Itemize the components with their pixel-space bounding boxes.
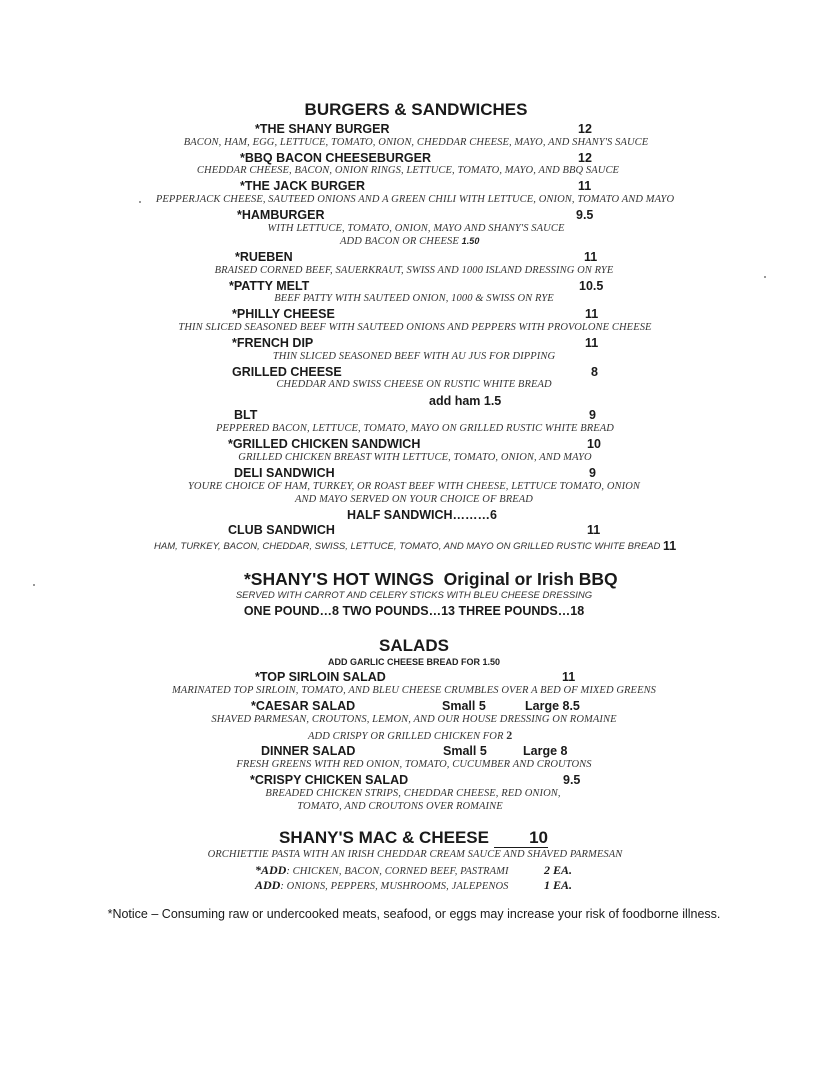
item-description: YOURE CHOICE OF HAM, TURKEY, OR ROAST BEEF WITH CHEESE, LETTUCE TOMATO, ONION [187,481,641,492]
item-price: 8 [591,365,598,379]
section-title-wings: *SHANY'S HOT WINGS Original or Irish BBQ [244,569,618,589]
item-description: BEEF PATTY WITH SAUTEED ONION, 1000 & SWISS ON RYE [274,293,554,304]
item-name: *PHILLY CHEESE [232,307,335,321]
item-description: THIN SLICED SEASONED BEEF WITH AU JUS FOR DIPPING [272,351,556,362]
item-description: MARINATED TOP SIRLOIN, TOMATO, AND BLEU CHEESE CRUMBLES OVER A BED OF MIXED GREENS [171,685,657,696]
item-name: DINNER SALAD [261,744,356,758]
item-name: *TOP SIRLOIN SALAD [255,670,386,684]
item-name: *CRISPY CHICKEN SALAD [250,773,409,787]
item-description: BRAISED CORNED BEEF, SAUERKRAUT, SWISS AND 1000 ISLAND DRESSING ON RYE [214,265,614,276]
item-price-large: Large 8 [523,744,568,758]
mac-add-proteins: *ADD: CHICKEN, BACON, CORNED BEEF, PASTRAMI [255,863,509,877]
section-title-mac: SHANY'S MAC & CHEESE [279,828,489,847]
item-price-small: Small 5 [442,699,486,713]
item-name: GRILLED CHEESE [232,365,342,379]
salads-note: ADD GARLIC CHEESE BREAD FOR 1.50 [327,657,501,667]
item-extra: ADD CRISPY OR GRILLED CHICKEN FOR 2 [308,728,513,742]
item-description: CHEDDAR CHEESE, BACON, ONION RINGS, LETTUCE, TOMATO, MAYO, AND BBQ SAUCE [196,165,620,176]
item-name: *HAMBURGER [237,208,325,222]
item-price: 12 [578,122,592,136]
item-price-large: Large 8.5 [525,699,580,713]
item-extra: HALF SANDWICH………6 [347,508,497,522]
mac-description: ORCHIETTIE PASTA WITH AN IRISH CHEDDAR CREAM SAUCE AND SHAVED PARMESAN [207,849,623,860]
item-description: GRILLED CHICKEN BREAST WITH LETTUCE, TOMATO, ONION, AND MAYO [238,452,592,463]
item-description: CHEDDAR AND SWISS CHEESE ON RUSTIC WHITE BREAD [276,379,552,390]
item-name: *THE JACK BURGER [240,179,366,193]
item-price: 11 [587,523,601,537]
item-description: BACON, HAM, EGG, LETTUCE, TOMATO, ONION, CHEDDAR CHEESE, MAYO, AND SHANY'S SAUCE [183,137,649,148]
mac-add-veggies-price: 1 EA. [544,878,573,892]
item-extra: ADD BACON OR CHEESE 1.50 [340,236,480,247]
item-price: 11 [585,336,599,350]
item-price: 11 [585,307,599,321]
item-price: 12 [578,151,592,165]
item-name: *RUEBEN [235,250,293,264]
item-description: HAM, TURKEY, BACON, CHEDDAR, SWISS, LETTUCE, TOMATO, AND MAYO ON GRILLED RUSTIC WHITE BREAD [154,541,661,552]
item-description: SHAVED PARMESAN, CROUTONS, LEMON, AND OUR HOUSE DRESSING ON ROMAINE [211,714,617,725]
item-name: BLT [234,408,258,422]
item-extra: add ham 1.5 [429,394,502,408]
item-name: *BBQ BACON CHEESEBURGER [240,151,431,165]
item-description: THIN SLICED SEASONED BEEF WITH SAUTEED ONIONS AND PEPPERS WITH PROVOLONE CHEESE [178,322,652,333]
item-price: 10.5 [579,279,604,293]
item-name: *FRENCH DIP [232,336,314,350]
item-description-price: 11 [663,539,677,553]
item-price: 9.5 [576,208,594,222]
scan-speck [139,201,141,203]
item-price-small: Small 5 [443,744,487,758]
item-name: DELI SANDWICH [234,466,335,480]
scan-speck [33,584,35,586]
item-price: 9 [589,408,596,422]
scan-speck [764,276,766,278]
mac-price: 10 [494,829,548,848]
item-price: 10 [587,437,601,451]
item-description: PEPPERED BACON, LETTUCE, TOMATO, MAYO ON GRILLED RUSTIC WHITE BREAD [216,423,614,434]
item-price: 9.5 [563,773,581,787]
section-title-salads: SALADS [379,636,449,655]
item-price: 11 [562,670,576,684]
item-price: 11 [584,250,598,264]
item-description: FRESH GREENS WITH RED ONION, TOMATO, CUCUMBER AND CROUTONS [236,759,592,770]
item-description: PEPPERJACK CHEESE, SAUTEED ONIONS AND A GREEN CHILI WITH LETTUCE, ONION, TOMATO AND MAYO [155,194,675,205]
item-description-line2: AND MAYO SERVED ON YOUR CHOICE OF BREAD [295,494,533,505]
mac-add-proteins-price: 2 EA. [544,863,573,877]
wings-description: SERVED WITH CARROT AND CELERY STICKS WITH BLEU CHEESE DRESSING [235,590,593,601]
item-description: WITH LETTUCE, TOMATO, ONION, MAYO AND SHANY'S SAUCE [267,223,565,234]
item-name: *PATTY MELT [229,279,310,293]
item-description-line2: TOMATO, AND CROUTONS OVER ROMAINE [297,801,503,812]
foodborne-illness-notice: *Notice – Consuming raw or undercooked meats, seafood, or eggs may increase your risk of foodborne illness. [107,907,721,921]
item-price: 11 [578,179,592,193]
section-title-burgers: BURGERS & SANDWICHES [304,100,528,119]
mac-add-veggies: ADD: ONIONS, PEPPERS, MUSHROOMS, JALEPENOS [255,878,509,892]
item-name: *GRILLED CHICKEN SANDWICH [228,437,421,451]
item-description: BREADED CHICKEN STRIPS, CHEDDAR CHEESE, RED ONION, [265,788,561,799]
item-price: 9 [589,466,596,480]
wings-prices: ONE POUND…8 TWO POUNDS…13 THREE POUNDS…18 [243,604,585,618]
item-name: *CAESAR SALAD [251,699,356,713]
item-name: CLUB SANDWICH [228,523,335,537]
item-name: *THE SHANY BURGER [255,122,390,136]
